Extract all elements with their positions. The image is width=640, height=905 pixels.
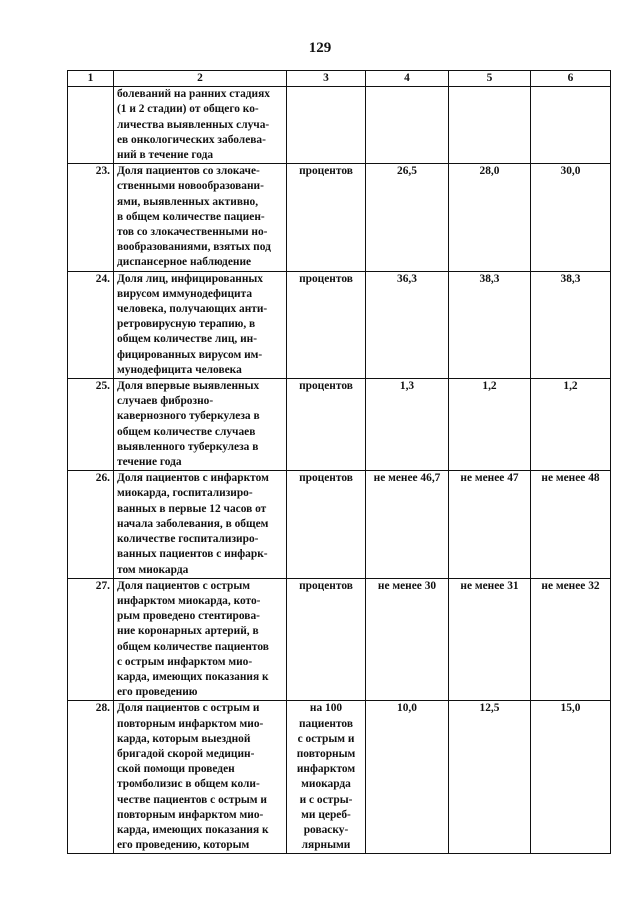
value-col-5: не менее 47 <box>449 471 531 578</box>
col-header-3: 3 <box>287 71 366 87</box>
table-row <box>68 164 611 271</box>
value-col-4: 26,5 <box>366 164 449 271</box>
indicator-name: Доля пациентов с острым инфарктом миокарда, кото- рым проведено стентирова- ние коронарных артерий, в общем количестве пациентов с острым инфарктом мио- карда, имеющих показания к его проведению <box>114 578 287 701</box>
unit-of-measure: процентов <box>287 164 366 271</box>
value-cell <box>366 87 449 164</box>
value-col-5: 28,0 <box>449 164 531 271</box>
value-col-4: не менее 46,7 <box>366 471 449 578</box>
value-col-5: 38,3 <box>449 271 531 378</box>
value-cell <box>449 87 531 164</box>
indicators-table <box>67 70 611 854</box>
value-col-5: 12,5 <box>449 701 531 854</box>
col-header-5: 5 <box>449 71 531 87</box>
row-number: 28. <box>68 701 114 854</box>
indicator-name: Доля пациентов с острым и повторным инфарктом мио- карда, которым выездной бригадой скорой медицин- ской помощи проведен тромболизис в общем коли- честве пациентов с острым и повторным инфарктом мио- карда, имеющих показания к его проведению, которым <box>114 701 287 854</box>
value-col-6: 1,2 <box>531 379 611 471</box>
row-number: 25. <box>68 379 114 471</box>
value-col-6: 38,3 <box>531 271 611 378</box>
table-row <box>68 471 611 578</box>
table-header-row <box>68 71 611 87</box>
table-row-continuation <box>68 87 611 164</box>
indicator-name: Доля пациентов с инфарктом миокарда, госпитализиро- ванных в первые 12 часов от начала заболевания, в общем количестве госпитализиро- ванных пациентов с инфарк- том миокарда <box>114 471 287 578</box>
row-number: 23. <box>68 164 114 271</box>
value-col-6: не менее 32 <box>531 578 611 701</box>
table-row <box>68 578 611 701</box>
row-number: 24. <box>68 271 114 378</box>
row-number-cell <box>68 87 114 164</box>
value-col-6: 30,0 <box>531 164 611 271</box>
table-row <box>68 701 611 854</box>
value-col-4: 10,0 <box>366 701 449 854</box>
value-col-4: 36,3 <box>366 271 449 378</box>
unit-cell <box>287 87 366 164</box>
value-cell <box>531 87 611 164</box>
value-col-4: не менее 30 <box>366 578 449 701</box>
indicator-name: Доля пациентов со злокаче- ственными новообразовани- ями, выявленных активно, в общем количестве пациен- тов со злокачественными но- вообразованиями, взятых под диспансерное наблюдение <box>114 164 287 271</box>
value-col-6: 15,0 <box>531 701 611 854</box>
col-header-1: 1 <box>68 71 114 87</box>
unit-of-measure: процентов <box>287 578 366 701</box>
col-header-4: 4 <box>366 71 449 87</box>
indicator-name: болеваний на ранних стадиях (1 и 2 стадии) от общего ко- личества выявленных случа- ев онкологических заболева- ний в течение года <box>114 87 287 164</box>
unit-of-measure: процентов <box>287 471 366 578</box>
page-number: 129 <box>308 40 332 56</box>
col-header-6: 6 <box>531 71 611 87</box>
unit-of-measure: процентов <box>287 271 366 378</box>
table-row <box>68 271 611 378</box>
value-col-5: 1,2 <box>449 379 531 471</box>
value-col-4: 1,3 <box>366 379 449 471</box>
indicator-name: Доля лиц, инфицированных вирусом иммунодефицита человека, получающих анти- ретровирусную терапию, в общем количестве лиц, ин- фицированных вирусом им- мунодефицита человека <box>114 271 287 378</box>
row-number: 27. <box>68 578 114 701</box>
value-col-5: не менее 31 <box>449 578 531 701</box>
indicator-name: Доля впервые выявленных случаев фиброзно- кавернозного туберкулеза в общем количестве случаев выявленного туберкулеза в течение года <box>114 379 287 471</box>
unit-of-measure: процентов <box>287 379 366 471</box>
col-header-2: 2 <box>114 71 287 87</box>
value-col-6: не менее 48 <box>531 471 611 578</box>
table-row <box>68 379 611 471</box>
unit-of-measure: на 100 пациентов с острым и повторным инфарктом миокарда и с остры- ми цереб- роваску- лярными <box>287 701 366 854</box>
row-number: 26. <box>68 471 114 578</box>
